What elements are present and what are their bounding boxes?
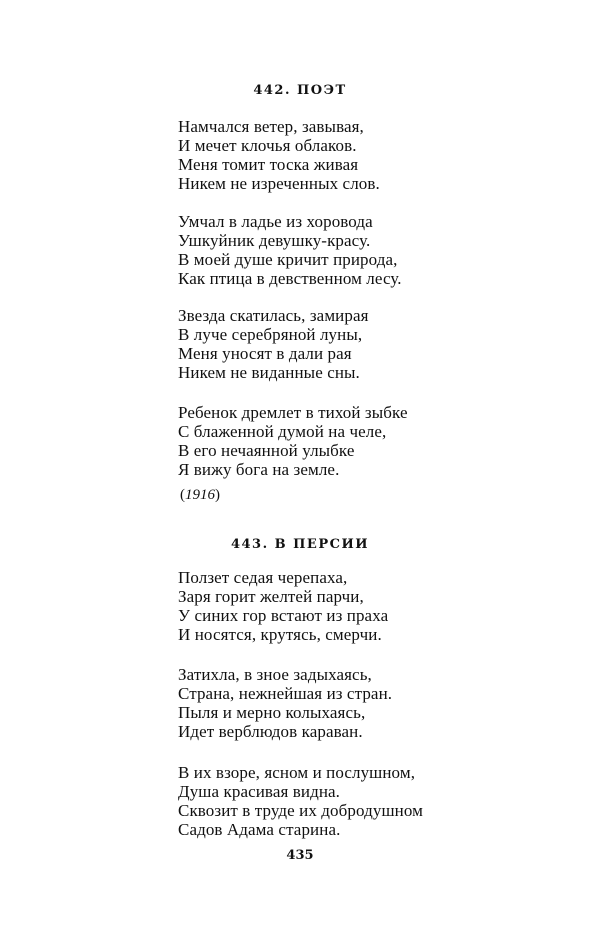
stanza [178, 403, 498, 479]
verse-line: Умчал в ладье из хоровода [178, 212, 373, 231]
stanza [178, 212, 498, 288]
stanza [178, 763, 498, 839]
verse-line: В моей душе кричит природа, [178, 250, 398, 269]
verse-line: У синих гор встают из праха [178, 606, 389, 625]
verse-line: Ребенок дремлет в тихой зыбке [178, 403, 408, 422]
stanza [178, 306, 498, 382]
verse-line: С блаженной думой на челе, [178, 422, 387, 441]
verse-line: Ползет седая черепаха, [178, 568, 348, 587]
verse-line: Намчался ветер, завывая, [178, 117, 364, 136]
verse-line: Заря горит желтей парчи, [178, 587, 364, 606]
stanza [178, 117, 498, 193]
verse-line: Ушкуйник девушку-красу. [178, 231, 371, 250]
page-number: 435 [286, 848, 314, 863]
verse-line: Садов Адама старина. [178, 820, 341, 839]
verse-line: Звезда скатилась, замирая [178, 306, 369, 325]
verse-line: Я вижу бога на земле. [178, 460, 340, 479]
verse-line: Никем не изреченных слов. [178, 174, 380, 193]
verse-line: Затихла, в зное задыхаясь, [178, 665, 372, 684]
poem-title: 443. В ПЕРСИИ [230, 537, 370, 552]
verse-line: И носятся, крутясь, смерчи. [178, 625, 382, 644]
stanza [178, 665, 498, 741]
verse-line: В луче серебряной луны, [178, 325, 363, 344]
date-open-paren: ( [180, 487, 185, 503]
verse-line: И мечет клочья облаков. [178, 136, 357, 155]
verse-line: Душа красивая видна. [178, 782, 341, 801]
stanza [178, 568, 498, 644]
poem-title: 442. ПОЭТ [253, 83, 347, 98]
verse-line: Никем не виданные сны. [178, 363, 360, 382]
date-year: 1916 [185, 487, 215, 503]
verse-line: Пыля и мерно колыхаясь, [178, 703, 366, 722]
verse-line: Сквозит в труде их добродушном [178, 801, 423, 820]
verse-line: В его нечаянной улыбке [178, 441, 355, 460]
verse-line: Как птица в девственном лесу. [178, 269, 402, 288]
verse-line: В их взоре, ясном и послушном, [178, 763, 416, 782]
verse-line: Меня томит тоска живая [178, 155, 359, 174]
verse-line: Страна, нежнейшая из стран. [178, 684, 393, 703]
poem-date [180, 486, 220, 504]
date-close-paren: ) [215, 487, 220, 503]
verse-line: Идет верблюдов караван. [178, 722, 363, 741]
verse-line: Меня уносят в дали рая [178, 344, 352, 363]
